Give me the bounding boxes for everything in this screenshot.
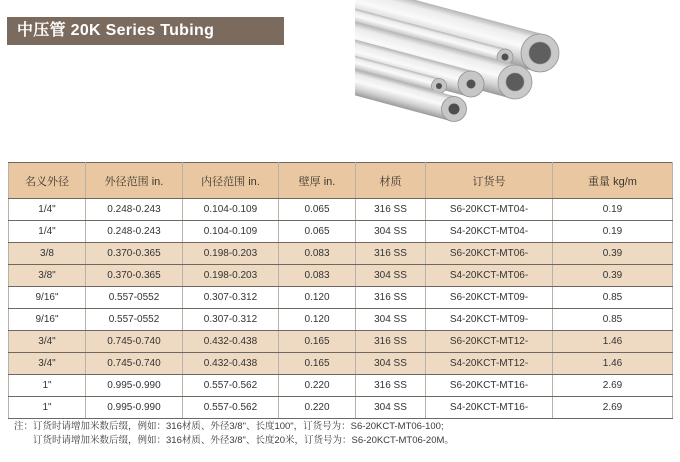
table-cell: 0.104-0.109	[183, 199, 279, 221]
table-header-row	[9, 163, 673, 199]
table-cell: 3/8"	[9, 265, 86, 287]
col-header-od-range: 外径范围 in.	[86, 163, 183, 199]
table-cell: 0.198-0.203	[183, 243, 279, 265]
table-cell: 0.120	[279, 287, 356, 309]
table-cell: 1/4"	[9, 221, 86, 243]
table-cell: S6-20KCT-MT09-	[426, 287, 553, 309]
table-cell: 0.557-0.562	[183, 397, 279, 419]
col-header-wall: 壁厚 in.	[279, 163, 356, 199]
table-row	[9, 397, 673, 419]
table-cell: 0.307-0.312	[183, 309, 279, 331]
table-cell: S4-20KCT-MT16-	[426, 397, 553, 419]
table-cell: 0.39	[553, 243, 673, 265]
table-cell: 0.083	[279, 265, 356, 287]
table-cell: 0.557-0552	[86, 287, 183, 309]
table-cell: 0.432-0.438	[183, 331, 279, 353]
note-prefix: 注：	[14, 421, 34, 432]
table-cell: 3/4"	[9, 331, 86, 353]
table-cell: 0.120	[279, 309, 356, 331]
table-cell: 9/16"	[9, 309, 86, 331]
note-line-2	[14, 434, 454, 448]
page-title: 中压管 20K Series Tubing	[7, 17, 284, 45]
table-cell: 0.557-0.562	[183, 375, 279, 397]
table-cell: 0.198-0.203	[183, 265, 279, 287]
table-row	[9, 287, 673, 309]
col-header-material: 材质	[356, 163, 426, 199]
table-cell: 0.165	[279, 353, 356, 375]
table-cell: S6-20KCT-MT06-	[426, 243, 553, 265]
table-cell: 0.065	[279, 221, 356, 243]
table-cell: 316 SS	[356, 331, 426, 353]
table-cell: 0.85	[553, 309, 673, 331]
stainless-tubing-photo	[355, 0, 625, 125]
table-row	[9, 331, 673, 353]
footnotes	[14, 420, 454, 448]
col-header-id-range: 内径范围 in.	[183, 163, 279, 199]
note-text-1: 订货时请增加米数后缀，例如：316材质、外径3/8"、长度100"，订货号为：S6-20KCT-MT06-100;	[33, 421, 444, 432]
table-cell: 316 SS	[356, 199, 426, 221]
table-cell: 0.370-0.365	[86, 265, 183, 287]
table-cell: 0.745-0.740	[86, 331, 183, 353]
table-row	[9, 353, 673, 375]
table-cell: 2.69	[553, 397, 673, 419]
table-cell: 0.248-0.243	[86, 199, 183, 221]
table-cell: 0.85	[553, 287, 673, 309]
col-header-nominal-od: 名义外径	[9, 163, 86, 199]
table-cell: S4-20KCT-MT04-	[426, 221, 553, 243]
table-cell: 9/16"	[9, 287, 86, 309]
table-cell: S4-20KCT-MT09-	[426, 309, 553, 331]
table-cell: 0.19	[553, 199, 673, 221]
table-cell: 0.165	[279, 331, 356, 353]
table-cell: 2.69	[553, 375, 673, 397]
table-cell: 0.19	[553, 221, 673, 243]
table-cell: 0.370-0.365	[86, 243, 183, 265]
col-header-weight: 重量 kg/m	[553, 163, 673, 199]
table-cell: 0.745-0.740	[86, 353, 183, 375]
table-cell: 304 SS	[356, 221, 426, 243]
table-cell: 304 SS	[356, 265, 426, 287]
table-cell: 0.557-0552	[86, 309, 183, 331]
table-cell: 0.248-0.243	[86, 221, 183, 243]
table-cell: 316 SS	[356, 243, 426, 265]
table-cell: 0.307-0.312	[183, 287, 279, 309]
col-header-order-no: 订货号	[426, 163, 553, 199]
table-cell: 304 SS	[356, 309, 426, 331]
table-cell: 0.995-0.990	[86, 375, 183, 397]
table-cell: 0.083	[279, 243, 356, 265]
table-cell: 0.065	[279, 199, 356, 221]
table-cell: 0.220	[279, 375, 356, 397]
table-cell: 0.995-0.990	[86, 397, 183, 419]
table-cell: 1"	[9, 397, 86, 419]
table-row	[9, 243, 673, 265]
table-row	[9, 221, 673, 243]
table-row	[9, 309, 673, 331]
table-cell: S4-20KCT-MT06-	[426, 265, 553, 287]
table-cell: 304 SS	[356, 397, 426, 419]
table-cell: 1/4"	[9, 199, 86, 221]
table-cell: 3/8	[9, 243, 86, 265]
table-cell: S6-20KCT-MT12-	[426, 331, 553, 353]
note-line-1	[14, 420, 454, 434]
table-cell: 0.432-0.438	[183, 353, 279, 375]
table-cell: 316 SS	[356, 287, 426, 309]
table-cell: 0.220	[279, 397, 356, 419]
table-cell: 316 SS	[356, 375, 426, 397]
table-cell: 0.104-0.109	[183, 221, 279, 243]
table-row	[9, 375, 673, 397]
table-cell: 1.46	[553, 353, 673, 375]
table-cell: S4-20KCT-MT12-	[426, 353, 553, 375]
table-body	[9, 199, 673, 419]
table-row	[9, 265, 673, 287]
table-cell: S6-20KCT-MT04-	[426, 199, 553, 221]
table-cell: 304 SS	[356, 353, 426, 375]
table-cell: 3/4"	[9, 353, 86, 375]
table-cell: S6-20KCT-MT16-	[426, 375, 553, 397]
table-cell: 1.46	[553, 331, 673, 353]
table-cell: 1"	[9, 375, 86, 397]
table-row	[9, 199, 673, 221]
note-text-2: 订货时请增加米数后缀，例如：316材质、外径3/8"、长度20米，订货号为：S6-20KCT-MT06-20M。	[33, 435, 454, 446]
tubing-spec-table	[8, 162, 673, 419]
table-cell: 0.39	[553, 265, 673, 287]
